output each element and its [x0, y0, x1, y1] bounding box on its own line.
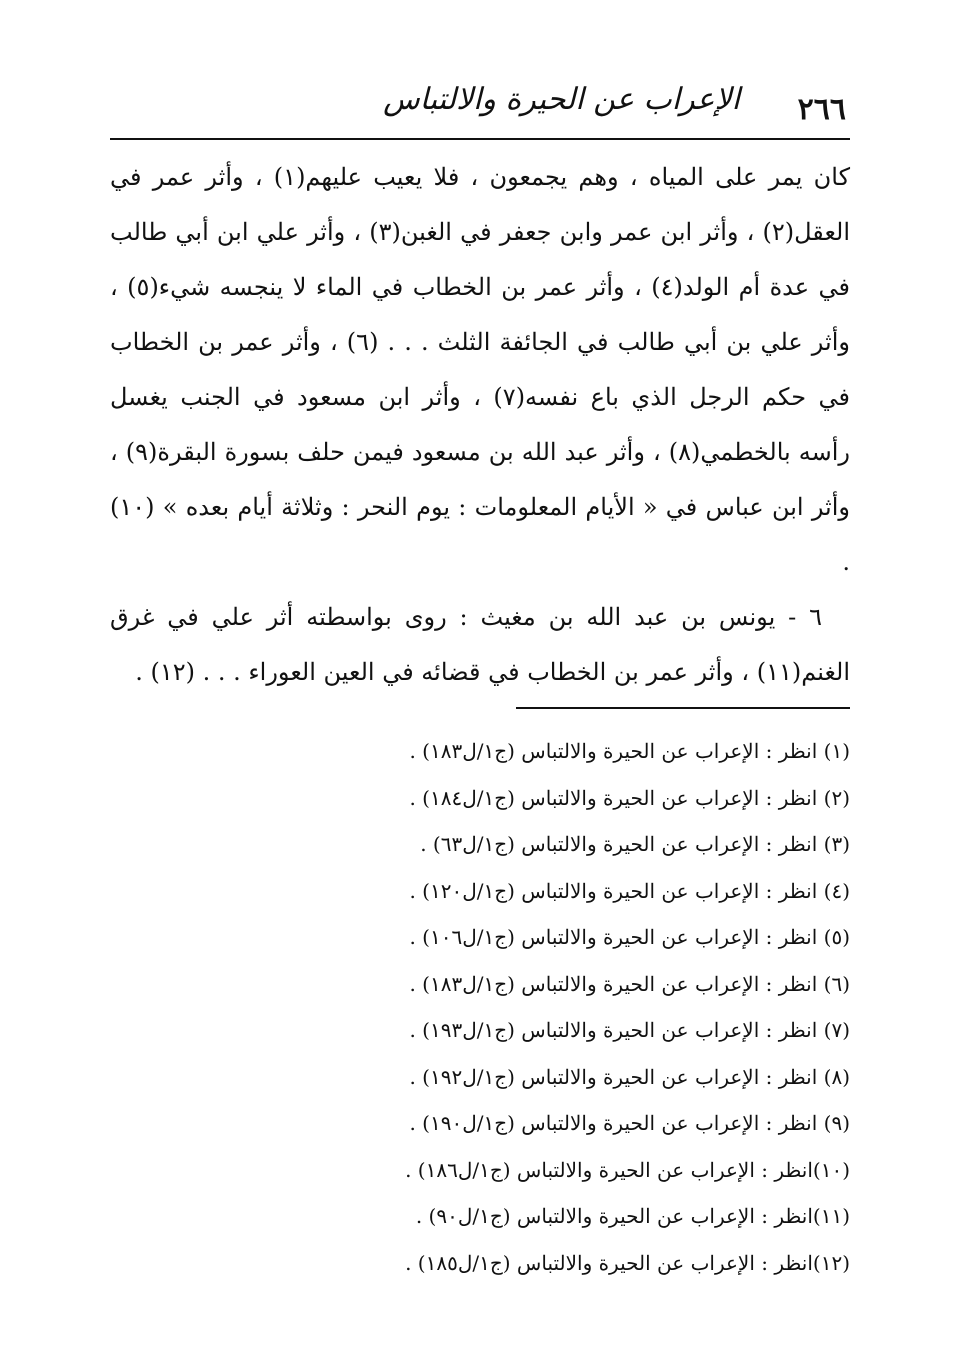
- footnote: (٥) انظر : الإعراب عن الحيرة والالتباس (ج١/ل١٠٦) .: [409, 925, 850, 949]
- page-number: ٢٦٦: [797, 92, 846, 127]
- footnote: (٦) انظر : الإعراب عن الحيرة والالتباس (ج١/ل١٨٣) .: [409, 971, 850, 996]
- running-title: الإعراب عن الحيرة والالتباس: [383, 82, 740, 117]
- footnote: (١٠)انظر : الإعراب عن الحيرة والالتباس (ج١/ل١٨٦) .: [405, 1157, 850, 1182]
- footnote: (٧) انظر : الإعراب عن الحيرة والالتباس (ج١/ل١٩٣) .: [409, 1018, 850, 1042]
- footnote: (٨) انظر : الإعراب عن الحيرة والالتباس (ج١/ل١٩٢) .: [409, 1064, 850, 1089]
- footnote: (٢) انظر : الإعراب عن الحيرة والالتباس (ج١/ل١٨٤) .: [409, 785, 850, 810]
- footnote: (١١)انظر : الإعراب عن الحيرة والالتباس (ج١/ل٩٠) .: [415, 1204, 850, 1228]
- footnotes-list: [110, 728, 850, 1286]
- footnote: (٤) انظر : الإعراب عن الحيرة والالتباس (ج١/ل١٢٠) .: [409, 878, 850, 903]
- body-paragraph: ٦ - يونس بن عبد الله بن مغيث : روى بواسطته أثر علي في غرق الغنم(١١) ، وأثر عمر بن الخطاب في قضائه في العين العوراء . . . (١٢) .: [110, 603, 850, 686]
- body-paragraph: كان يمر على المياه ، وهم يجمعون ، فلا يعيب عليهم(١) ، وأثر عمر في العقل(٢) ، وأثر ابن عمر وابن جعفر في الغبن(٣) ، وأثر علي ابن أبي طالب في عدة أم الولد(٤) ، وأثر عمر بن الخطاب في الماء لا ينجسه شيء(٥) ، وأثر علي بن أبي طالب في الجائفة الثلث . . . (٦) ، وأثر عمر بن الخطاب في حكم الرجل الذي باع نفسه(٧) ، وأثر ابن مسعود في الجنب يغسل رأسه بالخطمي(٨) ، وأثر عبد الله بن مسعود فيمن حلف بسورة البقرة(٩) ، وأثر ابن عباس في « الأيام المعلومات : يوم النحر : وثلاثة أيام بعده » (١٠) .: [110, 163, 851, 576]
- footnote: (٣) انظر : الإعراب عن الحيرة والالتباس (ج١/ل٦٣) .: [420, 832, 850, 856]
- footnote: (١) انظر : الإعراب عن الحيرة والالتباس (ج١/ل١٨٣) .: [409, 739, 850, 763]
- footnote: (٩) انظر : الإعراب عن الحيرة والالتباس (ج١/ل١٩٠) .: [409, 1111, 850, 1135]
- page-header: [110, 78, 850, 140]
- main-text: [110, 150, 850, 700]
- footnote-divider: [516, 707, 850, 709]
- footnote: (١٢)انظر : الإعراب عن الحيرة والالتباس (ج١/ل١٨٥) .: [405, 1250, 850, 1275]
- header-divider: [110, 138, 850, 140]
